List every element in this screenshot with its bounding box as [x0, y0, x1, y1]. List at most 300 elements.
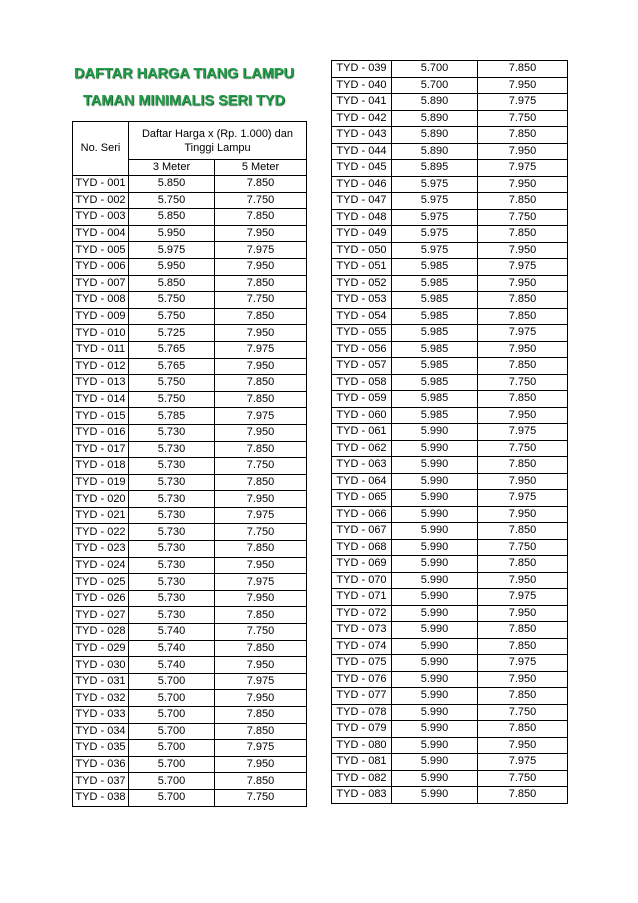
cell-seri: TYD - 052 — [332, 275, 392, 292]
cell-seri: TYD - 027 — [73, 607, 129, 624]
cell-seri: TYD - 054 — [332, 308, 392, 325]
table-row — [73, 756, 307, 773]
cell-price-3m: 5.990 — [392, 737, 478, 754]
cell-price-5m: 7.950 — [215, 590, 307, 607]
cell-price-3m: 5.950 — [129, 225, 215, 242]
table-row — [73, 225, 307, 242]
table-row — [73, 723, 307, 740]
cell-price-3m: 5.740 — [129, 640, 215, 657]
cell-seri: TYD - 011 — [73, 341, 129, 358]
table-row — [73, 176, 307, 193]
cell-price-3m: 5.750 — [129, 391, 215, 408]
cell-price-5m: 7.850 — [478, 193, 568, 210]
cell-price-3m: 5.700 — [392, 61, 478, 78]
cell-price-5m: 7.975 — [215, 507, 307, 524]
table-row — [332, 358, 568, 375]
cell-price-5m: 7.750 — [478, 770, 568, 787]
cell-seri: TYD - 076 — [332, 671, 392, 688]
cell-price-3m: 5.990 — [392, 490, 478, 507]
table-row — [332, 473, 568, 490]
table-row — [73, 491, 307, 508]
cell-price-5m: 7.975 — [215, 740, 307, 757]
table-row — [73, 192, 307, 209]
cell-price-3m: 5.700 — [129, 673, 215, 690]
table-row — [73, 707, 307, 724]
cell-price-3m: 5.785 — [129, 408, 215, 425]
cell-price-5m: 7.950 — [478, 572, 568, 589]
cell-seri: TYD - 023 — [73, 541, 129, 558]
cell-price-5m: 7.750 — [478, 440, 568, 457]
cell-seri: TYD - 042 — [332, 110, 392, 127]
cell-price-5m: 7.950 — [478, 407, 568, 424]
cell-price-5m: 7.850 — [478, 358, 568, 375]
cell-price-5m: 7.850 — [215, 707, 307, 724]
cell-seri: TYD - 053 — [332, 292, 392, 309]
table-row — [332, 721, 568, 738]
cell-seri: TYD - 008 — [73, 292, 129, 309]
cell-seri: TYD - 083 — [332, 787, 392, 804]
cell-price-5m: 7.750 — [215, 192, 307, 209]
cell-seri: TYD - 035 — [73, 740, 129, 757]
cell-price-5m: 7.950 — [478, 341, 568, 358]
cell-price-5m: 7.850 — [215, 308, 307, 325]
table-row — [332, 754, 568, 771]
cell-price-3m: 5.985 — [392, 292, 478, 309]
cell-price-5m: 7.975 — [478, 259, 568, 276]
cell-price-5m: 7.750 — [215, 524, 307, 541]
cell-price-5m: 7.975 — [478, 94, 568, 111]
cell-price-3m: 5.730 — [129, 557, 215, 574]
cell-seri: TYD - 048 — [332, 209, 392, 226]
table-row — [73, 458, 307, 475]
cell-seri: TYD - 004 — [73, 225, 129, 242]
cell-price-3m: 5.985 — [392, 325, 478, 342]
header-no-seri: No. Seri — [73, 122, 129, 176]
cell-price-3m: 5.890 — [392, 110, 478, 127]
table-row — [73, 690, 307, 707]
cell-price-3m: 5.990 — [392, 704, 478, 721]
cell-price-5m: 7.850 — [215, 607, 307, 624]
cell-price-5m: 7.850 — [215, 441, 307, 458]
table-row — [332, 787, 568, 804]
cell-price-3m: 5.730 — [129, 541, 215, 558]
cell-price-5m: 7.750 — [478, 374, 568, 391]
cell-seri: TYD - 079 — [332, 721, 392, 738]
cell-price-5m: 7.950 — [215, 557, 307, 574]
table-row — [332, 671, 568, 688]
cell-seri: TYD - 031 — [73, 673, 129, 690]
cell-price-3m: 5.750 — [129, 292, 215, 309]
table-row — [332, 556, 568, 573]
cell-seri: TYD - 002 — [73, 192, 129, 209]
cell-seri: TYD - 021 — [73, 507, 129, 524]
cell-price-3m: 5.975 — [392, 226, 478, 243]
cell-price-3m: 5.700 — [129, 789, 215, 806]
table-row — [73, 341, 307, 358]
cell-price-3m: 5.990 — [392, 589, 478, 606]
cell-seri: TYD - 067 — [332, 523, 392, 540]
cell-price-5m: 7.975 — [215, 408, 307, 425]
cell-price-3m: 5.990 — [392, 572, 478, 589]
cell-seri: TYD - 059 — [332, 391, 392, 408]
cell-price-3m: 5.730 — [129, 524, 215, 541]
cell-seri: TYD - 070 — [332, 572, 392, 589]
cell-price-5m: 7.950 — [478, 506, 568, 523]
cell-seri: TYD - 065 — [332, 490, 392, 507]
cell-seri: TYD - 047 — [332, 193, 392, 210]
cell-price-3m: 5.730 — [129, 474, 215, 491]
cell-price-5m: 7.950 — [215, 491, 307, 508]
cell-seri: TYD - 077 — [332, 688, 392, 705]
table-row — [332, 193, 568, 210]
table-row — [73, 590, 307, 607]
cell-price-5m: 7.950 — [478, 737, 568, 754]
cell-price-3m: 5.990 — [392, 721, 478, 738]
cell-price-3m: 5.700 — [129, 723, 215, 740]
cell-price-3m: 5.985 — [392, 259, 478, 276]
cell-seri: TYD - 073 — [332, 622, 392, 639]
cell-price-5m: 7.750 — [478, 209, 568, 226]
cell-seri: TYD - 075 — [332, 655, 392, 672]
cell-price-5m: 7.950 — [215, 657, 307, 674]
cell-price-5m: 7.975 — [215, 673, 307, 690]
cell-price-3m: 5.990 — [392, 506, 478, 523]
cell-seri: TYD - 016 — [73, 424, 129, 441]
cell-price-3m: 5.700 — [129, 773, 215, 790]
cell-seri: TYD - 051 — [332, 259, 392, 276]
cell-seri: TYD - 060 — [332, 407, 392, 424]
cell-price-5m: 7.975 — [478, 655, 568, 672]
table-row — [332, 457, 568, 474]
cell-price-5m: 7.975 — [215, 242, 307, 259]
table-row — [73, 607, 307, 624]
cell-price-5m: 7.850 — [478, 622, 568, 639]
table-row — [73, 275, 307, 292]
cell-seri: TYD - 026 — [73, 590, 129, 607]
cell-price-3m: 5.990 — [392, 473, 478, 490]
cell-price-5m: 7.850 — [478, 556, 568, 573]
cell-seri: TYD - 044 — [332, 143, 392, 160]
table-row — [332, 110, 568, 127]
cell-price-3m: 5.895 — [392, 160, 478, 177]
cell-price-5m: 7.975 — [478, 754, 568, 771]
cell-seri: TYD - 030 — [73, 657, 129, 674]
cell-price-3m: 5.700 — [129, 707, 215, 724]
document-title-line-1: DAFTAR HARGA TIANG LAMPU — [74, 66, 294, 82]
cell-price-5m: 7.750 — [478, 110, 568, 127]
cell-price-5m: 7.750 — [215, 458, 307, 475]
cell-price-3m: 5.975 — [392, 176, 478, 193]
cell-seri: TYD - 013 — [73, 375, 129, 392]
header-3-meter: 3 Meter — [129, 160, 215, 176]
cell-seri: TYD - 001 — [73, 176, 129, 193]
table-row — [73, 292, 307, 309]
table-row — [73, 789, 307, 806]
cell-seri: TYD - 006 — [73, 258, 129, 275]
cell-price-5m: 7.850 — [478, 308, 568, 325]
table-row — [73, 657, 307, 674]
cell-price-5m: 7.750 — [215, 292, 307, 309]
cell-price-5m: 7.850 — [215, 773, 307, 790]
cell-seri: TYD - 024 — [73, 557, 129, 574]
table-row — [73, 474, 307, 491]
cell-seri: TYD - 039 — [332, 61, 392, 78]
cell-price-5m: 7.950 — [215, 325, 307, 342]
cell-price-5m: 7.850 — [215, 541, 307, 558]
cell-price-3m: 5.730 — [129, 607, 215, 624]
cell-price-5m: 7.850 — [478, 226, 568, 243]
table-row — [332, 688, 568, 705]
table-row — [73, 557, 307, 574]
cell-seri: TYD - 029 — [73, 640, 129, 657]
table-row — [332, 737, 568, 754]
cell-price-5m: 7.950 — [478, 242, 568, 259]
cell-seri: TYD - 019 — [73, 474, 129, 491]
cell-seri: TYD - 018 — [73, 458, 129, 475]
cell-price-5m: 7.850 — [215, 640, 307, 657]
cell-price-3m: 5.950 — [129, 258, 215, 275]
table-row — [332, 704, 568, 721]
cell-price-3m: 5.890 — [392, 127, 478, 144]
cell-price-5m: 7.975 — [478, 325, 568, 342]
cell-seri: TYD - 050 — [332, 242, 392, 259]
cell-seri: TYD - 056 — [332, 341, 392, 358]
cell-price-5m: 7.975 — [478, 490, 568, 507]
cell-seri: TYD - 014 — [73, 391, 129, 408]
table-row — [73, 441, 307, 458]
cell-price-5m: 7.850 — [478, 721, 568, 738]
cell-price-5m: 7.850 — [478, 391, 568, 408]
cell-price-5m: 7.850 — [215, 391, 307, 408]
cell-price-3m: 5.740 — [129, 657, 215, 674]
cell-price-3m: 5.730 — [129, 458, 215, 475]
table-row — [332, 325, 568, 342]
table-row — [332, 374, 568, 391]
table-row — [73, 524, 307, 541]
cell-price-3m: 5.985 — [392, 391, 478, 408]
cell-seri: TYD - 015 — [73, 408, 129, 425]
table-row — [73, 640, 307, 657]
table-row — [332, 292, 568, 309]
cell-seri: TYD - 022 — [73, 524, 129, 541]
cell-seri: TYD - 062 — [332, 440, 392, 457]
cell-seri: TYD - 043 — [332, 127, 392, 144]
cell-price-3m: 5.975 — [392, 242, 478, 259]
table-row — [332, 589, 568, 606]
table-row — [73, 541, 307, 558]
table-row — [332, 209, 568, 226]
cell-price-3m: 5.990 — [392, 638, 478, 655]
cell-price-3m: 5.990 — [392, 424, 478, 441]
table-row — [332, 127, 568, 144]
cell-seri: TYD - 036 — [73, 756, 129, 773]
table-row — [332, 341, 568, 358]
table-row — [332, 490, 568, 507]
cell-seri: TYD - 009 — [73, 308, 129, 325]
cell-price-3m: 5.700 — [129, 756, 215, 773]
cell-price-5m: 7.950 — [478, 671, 568, 688]
price-table-left-body — [73, 176, 307, 807]
cell-seri: TYD - 066 — [332, 506, 392, 523]
table-row — [73, 408, 307, 425]
cell-seri: TYD - 058 — [332, 374, 392, 391]
cell-price-5m: 7.950 — [478, 176, 568, 193]
cell-price-3m: 5.990 — [392, 556, 478, 573]
cell-seri: TYD - 010 — [73, 325, 129, 342]
table-row — [332, 143, 568, 160]
table-row — [73, 258, 307, 275]
cell-price-5m: 7.975 — [215, 341, 307, 358]
table-row — [73, 375, 307, 392]
cell-price-3m: 5.740 — [129, 624, 215, 641]
cell-seri: TYD - 064 — [332, 473, 392, 490]
table-row — [73, 624, 307, 641]
cell-price-5m: 7.950 — [215, 258, 307, 275]
table-row — [332, 506, 568, 523]
cell-price-3m: 5.750 — [129, 308, 215, 325]
header-price-group: Daftar Harga x (Rp. 1.000) dan Tinggi Lampu — [129, 122, 307, 160]
cell-seri: TYD - 017 — [73, 441, 129, 458]
table-row — [73, 358, 307, 375]
cell-price-5m: 7.850 — [215, 723, 307, 740]
cell-price-5m: 7.850 — [478, 787, 568, 804]
table-row — [73, 773, 307, 790]
cell-seri: TYD - 080 — [332, 737, 392, 754]
cell-seri: TYD - 078 — [332, 704, 392, 721]
cell-price-3m: 5.730 — [129, 507, 215, 524]
cell-seri: TYD - 046 — [332, 176, 392, 193]
cell-seri: TYD - 063 — [332, 457, 392, 474]
cell-seri: TYD - 081 — [332, 754, 392, 771]
header-5-meter: 5 Meter — [215, 160, 307, 176]
cell-price-3m: 5.725 — [129, 325, 215, 342]
cell-price-5m: 7.975 — [215, 574, 307, 591]
table-row — [332, 160, 568, 177]
cell-seri: TYD - 049 — [332, 226, 392, 243]
table-row — [73, 424, 307, 441]
table-row — [332, 226, 568, 243]
document-title-line-2: TAMAN MINIMALIS SERI TYD — [83, 93, 285, 109]
table-row — [332, 770, 568, 787]
cell-price-5m: 7.850 — [478, 523, 568, 540]
cell-price-3m: 5.730 — [129, 441, 215, 458]
cell-price-3m: 5.985 — [392, 407, 478, 424]
cell-price-5m: 7.850 — [215, 375, 307, 392]
cell-price-3m: 5.765 — [129, 341, 215, 358]
price-table-left — [72, 121, 307, 807]
table-row — [332, 61, 568, 78]
cell-price-5m: 7.975 — [478, 160, 568, 177]
cell-price-3m: 5.765 — [129, 358, 215, 375]
price-table-right — [331, 60, 568, 804]
cell-price-3m: 5.990 — [392, 539, 478, 556]
price-table-right-body — [332, 61, 568, 804]
table-row — [332, 440, 568, 457]
table-row — [332, 308, 568, 325]
cell-seri: TYD - 028 — [73, 624, 129, 641]
cell-price-3m: 5.985 — [392, 358, 478, 375]
cell-price-5m: 7.950 — [215, 358, 307, 375]
cell-price-3m: 5.990 — [392, 671, 478, 688]
cell-seri: TYD - 005 — [73, 242, 129, 259]
cell-seri: TYD - 074 — [332, 638, 392, 655]
table-row — [332, 424, 568, 441]
cell-price-3m: 5.730 — [129, 574, 215, 591]
cell-seri: TYD - 057 — [332, 358, 392, 375]
cell-price-3m: 5.990 — [392, 523, 478, 540]
cell-price-3m: 5.975 — [392, 193, 478, 210]
cell-price-3m: 5.975 — [129, 242, 215, 259]
cell-price-3m: 5.750 — [129, 192, 215, 209]
cell-price-5m: 7.950 — [215, 225, 307, 242]
table-row — [73, 242, 307, 259]
table-row — [332, 94, 568, 111]
table-row — [332, 275, 568, 292]
cell-price-3m: 5.990 — [392, 457, 478, 474]
cell-price-3m: 5.850 — [129, 209, 215, 226]
cell-price-5m: 7.950 — [215, 756, 307, 773]
cell-price-5m: 7.850 — [478, 292, 568, 309]
cell-price-5m: 7.850 — [478, 127, 568, 144]
cell-seri: TYD - 034 — [73, 723, 129, 740]
table-row — [332, 523, 568, 540]
cell-seri: TYD - 041 — [332, 94, 392, 111]
cell-seri: TYD - 071 — [332, 589, 392, 606]
cell-price-3m: 5.985 — [392, 308, 478, 325]
cell-price-5m: 7.975 — [478, 424, 568, 441]
table-row — [73, 673, 307, 690]
table-row — [73, 209, 307, 226]
cell-seri: TYD - 038 — [73, 789, 129, 806]
table-row — [73, 308, 307, 325]
table-row — [332, 77, 568, 94]
cell-seri: TYD - 045 — [332, 160, 392, 177]
cell-price-5m: 7.850 — [478, 457, 568, 474]
cell-seri: TYD - 025 — [73, 574, 129, 591]
table-row — [332, 407, 568, 424]
cell-price-3m: 5.990 — [392, 622, 478, 639]
cell-seri: TYD - 072 — [332, 605, 392, 622]
table-row — [332, 539, 568, 556]
cell-price-3m: 5.850 — [129, 275, 215, 292]
cell-price-5m: 7.975 — [478, 589, 568, 606]
table-row — [332, 622, 568, 639]
cell-price-5m: 7.950 — [478, 143, 568, 160]
table-row — [332, 176, 568, 193]
cell-price-5m: 7.850 — [215, 474, 307, 491]
cell-price-3m: 5.975 — [392, 209, 478, 226]
cell-price-3m: 5.750 — [129, 375, 215, 392]
cell-price-5m: 7.750 — [478, 704, 568, 721]
cell-price-3m: 5.985 — [392, 275, 478, 292]
cell-price-5m: 7.750 — [215, 624, 307, 641]
table-row — [332, 572, 568, 589]
cell-price-3m: 5.890 — [392, 143, 478, 160]
cell-seri: TYD - 068 — [332, 539, 392, 556]
cell-seri: TYD - 003 — [73, 209, 129, 226]
cell-price-5m: 7.850 — [478, 688, 568, 705]
table-row — [332, 655, 568, 672]
cell-price-3m: 5.985 — [392, 374, 478, 391]
cell-price-5m: 7.850 — [478, 638, 568, 655]
cell-price-5m: 7.950 — [478, 605, 568, 622]
cell-seri: TYD - 069 — [332, 556, 392, 573]
cell-price-5m: 7.850 — [215, 275, 307, 292]
cell-seri: TYD - 055 — [332, 325, 392, 342]
cell-seri: TYD - 033 — [73, 707, 129, 724]
cell-price-3m: 5.990 — [392, 787, 478, 804]
cell-price-3m: 5.730 — [129, 590, 215, 607]
